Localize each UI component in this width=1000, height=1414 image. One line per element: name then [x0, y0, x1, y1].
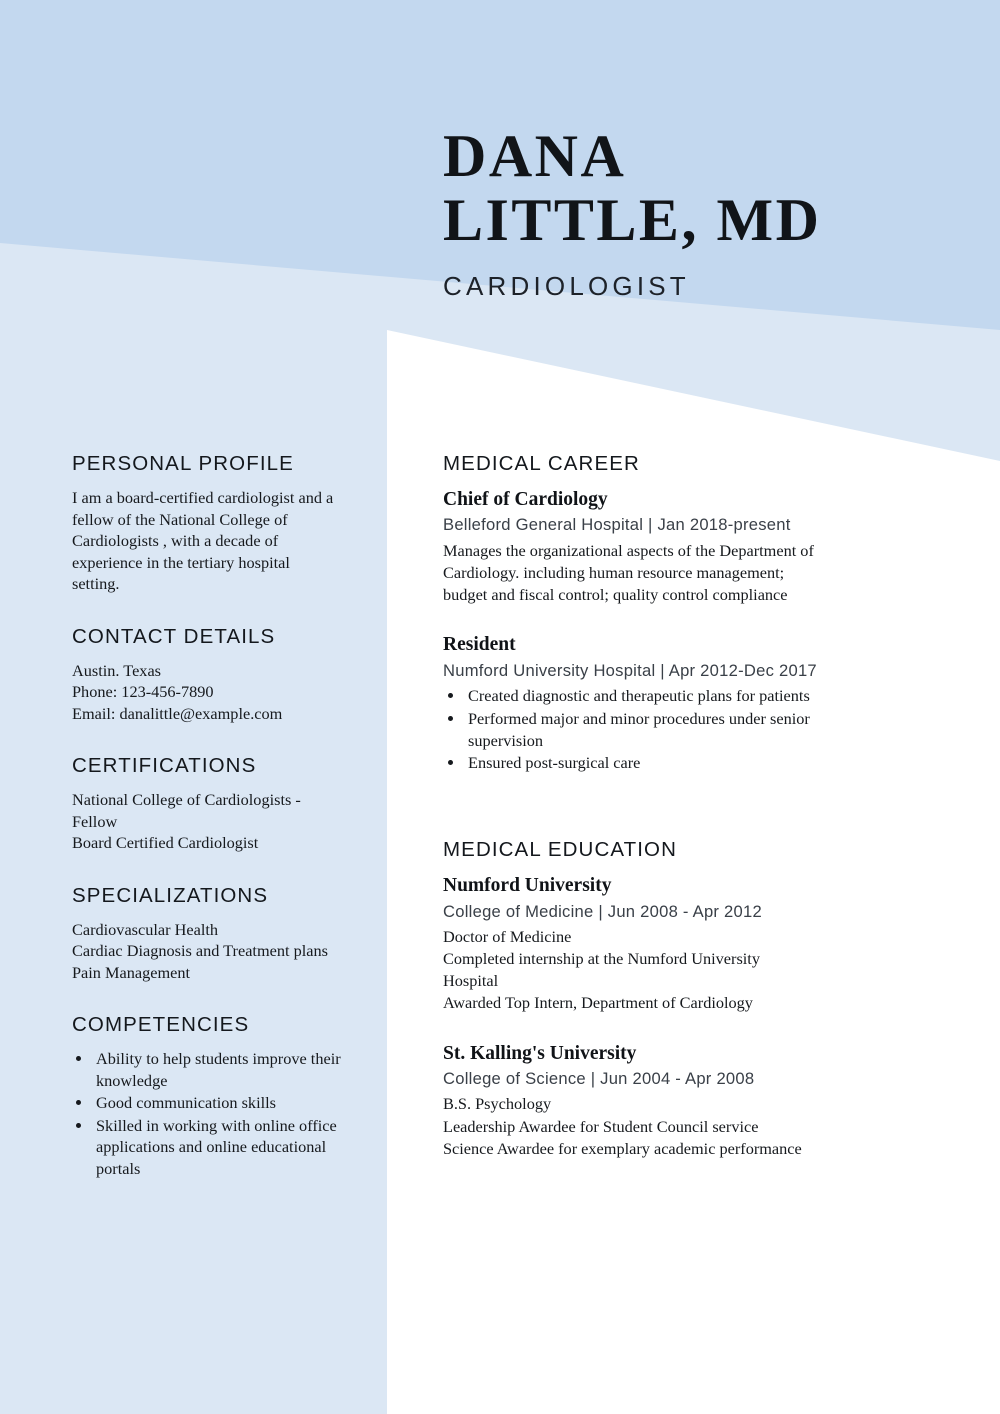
description-line: Leadership Awardee for Student Council service	[443, 1116, 759, 1136]
list-item: • Created diagnostic and therapeutic plans for patients	[465, 685, 843, 707]
education-entry-description	[443, 1093, 843, 1159]
education-entry-description	[443, 926, 843, 1015]
specialization-line: Cardiac Diagnosis and Treatment plans	[72, 941, 328, 960]
section-heading-competencies: COMPETENCIES	[72, 1013, 250, 1036]
certification-line: Board Certified Cardiologist	[72, 833, 259, 852]
specializations-text	[72, 919, 360, 984]
section-heading-medical-education: MEDICAL EDUCATION	[443, 838, 677, 862]
description-line: Completed internship at the Numford University	[443, 949, 760, 969]
certification-line: National College of Cardiologists -	[72, 790, 301, 809]
section-heading-medical-career: MEDICAL CAREER	[443, 452, 640, 475]
education-entry-title: Numford University	[443, 875, 612, 897]
list-item: • Ability to help students improve their knowledge	[93, 1048, 360, 1091]
section-certifications	[72, 754, 360, 854]
section-spacer	[443, 804, 843, 838]
profile-line: I am a board-certified cardiologist and a	[72, 488, 334, 507]
education-entry	[443, 873, 843, 1014]
section-contact-details	[72, 625, 360, 725]
section-heading-contact-details: CONTACT DETAILS	[72, 624, 276, 648]
career-entry-subtitle: Belleford General Hospital | Jan 2018-present	[443, 515, 791, 535]
main-content	[443, 452, 843, 1190]
education-entry	[443, 1041, 843, 1160]
header	[443, 124, 963, 302]
career-entry-title: Chief of Cardiology	[443, 489, 608, 510]
section-heading-specializations: SPECIALIZATIONS	[72, 883, 269, 907]
section-heading-certifications: CERTIFICATIONS	[72, 754, 257, 777]
career-entry	[443, 632, 843, 774]
certification-line: Fellow	[72, 811, 118, 831]
candidate-job-title: CARDIOLOGIST	[443, 271, 690, 302]
education-entry-subtitle: College of Medicine | Jun 2008 - Apr 2012	[443, 901, 762, 921]
specialization-line: Pain Management	[72, 962, 191, 982]
contact-phone: Phone: 123-456-7890	[72, 682, 214, 701]
contact-email: Email: danalittle@example.com	[72, 703, 283, 723]
description-line: B.S. Psychology	[443, 1094, 552, 1114]
sidebar-content	[72, 452, 360, 1209]
description-line: Science Awardee for exemplary academic performance	[443, 1138, 802, 1158]
list-item: • Performed major and minor procedures under senior supervision	[465, 708, 843, 752]
candidate-name-line-1: DANA	[443, 123, 627, 189]
career-entry-title: Resident	[443, 634, 516, 656]
list-item: • Good communication skills	[93, 1092, 360, 1114]
profile-line: fellow of the National College of	[72, 509, 288, 529]
competencies-list	[72, 1048, 360, 1179]
section-heading-personal-profile: PERSONAL PROFILE	[72, 452, 294, 475]
contact-location: Austin. Texas	[72, 660, 162, 680]
contact-details-text	[72, 660, 360, 725]
career-entry	[443, 487, 843, 606]
profile-line: setting.	[72, 574, 120, 593]
description-line: Cardiology. including human resource management;	[443, 562, 785, 582]
section-specializations	[72, 884, 360, 984]
career-entry-description	[443, 540, 843, 606]
certifications-text	[72, 789, 360, 854]
education-entry-title: St. Kalling's University	[443, 1042, 637, 1064]
candidate-name-line-2: LITTLE, MD	[443, 187, 822, 254]
section-competencies	[72, 1013, 360, 1179]
list-item: • Skilled in working with online office applications and online educational portals	[93, 1115, 360, 1180]
profile-line: Cardiologists , with a decade of	[72, 531, 279, 550]
description-line: Manages the organizational aspects of the Department of	[443, 540, 814, 560]
education-entry-subtitle: College of Science | Jun 2004 - Apr 2008	[443, 1068, 755, 1088]
description-line: Awarded Top Intern, Department of Cardiology	[443, 993, 753, 1013]
career-entry-bullets	[443, 685, 843, 774]
section-medical-education	[443, 838, 843, 1160]
list-item: • Ensured post-surgical care	[465, 752, 843, 774]
specialization-line: Cardiovascular Health	[72, 919, 219, 939]
profile-line: experience in the tertiary hospital	[72, 552, 290, 572]
description-line: Hospital	[443, 971, 499, 991]
description-line: budget and fiscal control; quality control compliance	[443, 585, 788, 605]
section-medical-career	[443, 452, 843, 774]
career-entry-subtitle: Numford University Hospital | Apr 2012-Dec 2017	[443, 660, 817, 680]
personal-profile-text	[72, 487, 360, 595]
section-personal-profile	[72, 452, 360, 595]
description-line: Doctor of Medicine	[443, 926, 572, 946]
